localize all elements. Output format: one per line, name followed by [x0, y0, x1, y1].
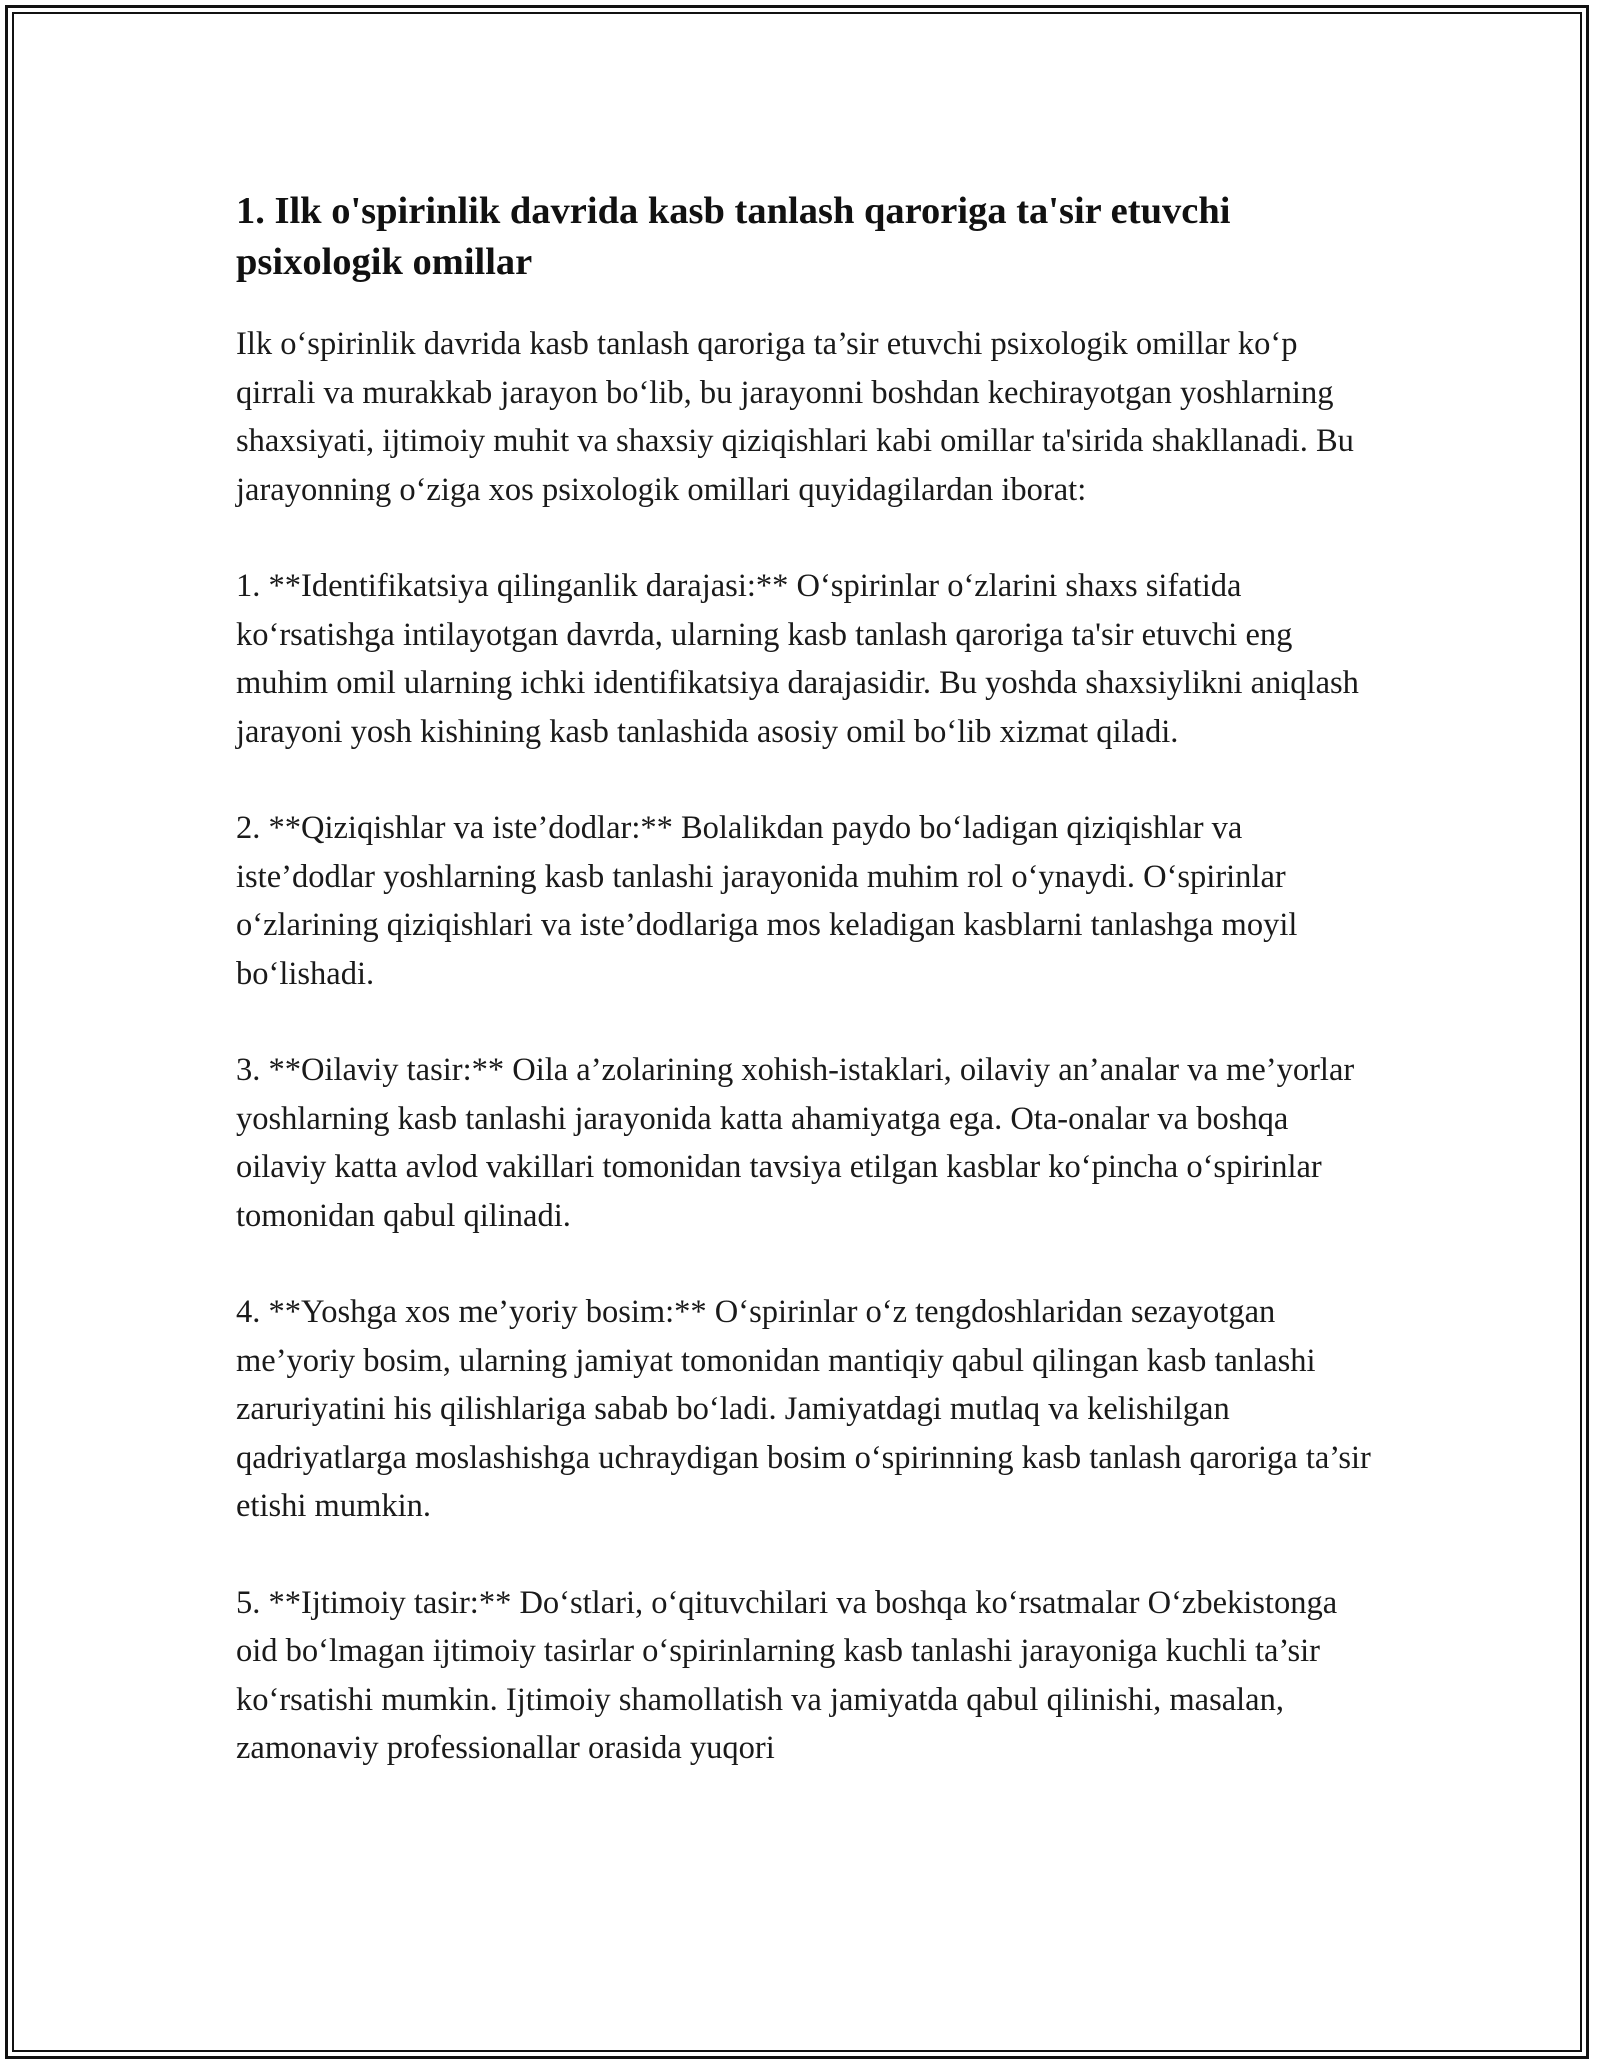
- document-page: [236, 186, 1376, 1821]
- list-item-identification: 1. **Identifikatsiya qilinganlik darajasi:** O‘spirinlar o‘zlarini shaxs sifatida ko‘rsatishga intilayotgan davrda, ularning kasb tanlash qaroriga ta'sir etuvchi eng muhim omil ularning ichki identifikatsiya darajasidir. Bu yoshda shaxsiylikni aniqlash jarayoni yosh kishining kasb tanlashida asosiy omil bo‘lib xizmat qiladi.: [236, 568, 1359, 750]
- list-item-family-influence: 3. **Oilaviy tasir:** Oila a’zolarining xohish-istaklari, oilaviy an’analar va me’yorlar yoshlarning kasb tanlashi jarayonida katta ahamiyatga ega. Ota-onalar va boshqa oilaviy katta avlod vakillari tomonidan tavsiya etilgan kasblar ko‘pincha o‘spirinlar tomonidan qabul qilinadi.: [236, 1052, 1355, 1234]
- list-item-interests: 2. **Qiziqishlar va iste’dodlar:** Bolalikdan paydo bo‘ladigan qiziqishlar va iste’dodlar yoshlarning kasb tanlashi jarayonida muhim rol o‘ynaydi. O‘spirinlar o‘zlarining qiziqishlari va iste’dodlariga mos keladigan kasblarni tanlashga moyil bo‘lishadi.: [236, 810, 1298, 992]
- list-item-peer-pressure: 4. **Yoshga xos me’yoriy bosim:** O‘spirinlar o‘z tengdoshlaridan sezayotgan me’yoriy bosim, ularning jamiyat tomonidan mantiqiy qabul qilingan kasb tanlashi zaruriyatini his qilishlariga sabab bo‘ladi. Jamiyatdagi mutlaq va kelishilgan qadriyatlarga moslashishga uchraydigan bosim o‘spirinning kasb tanlash qaroriga ta’sir etishi mumkin.: [236, 1294, 1371, 1524]
- intro-paragraph: Ilk o‘spirinlik davrida kasb tanlash qaroriga ta’sir etuvchi psixologik omillar ko‘p qirrali va murakkab jarayon bo‘lib, bu jarayonni boshdan kechirayotgan yoshlarning shaxsiyati, ijtimoiy muhit va shaxsiy qiziqishlari kabi omillar ta'sirida shakllanadi. Bu jarayonning o‘ziga xos psixologik omillari quyidagilardan iborat:: [236, 326, 1354, 508]
- list-item-social-influence: 5. **Ijtimoiy tasir:** Do‘stlari, o‘qituvchilari va boshqa ko‘rsatmalar O‘zbekistonga oid bo‘lmagan ijtimoiy tasirlar o‘spirinlarning kasb tanlashi jarayoniga kuchli ta’sir ko‘rsatishi mumkin. Ijtimoiy shamollatish va jamiyatda qabul qilinishi, masalan, zamonaviy professionallar orasida yuqori: [236, 1584, 1338, 1766]
- section-heading: 1. Ilk o'spirinlik davrida kasb tanlash qaroriga ta'sir etuvchi psixologik omillar: [236, 190, 1231, 283]
